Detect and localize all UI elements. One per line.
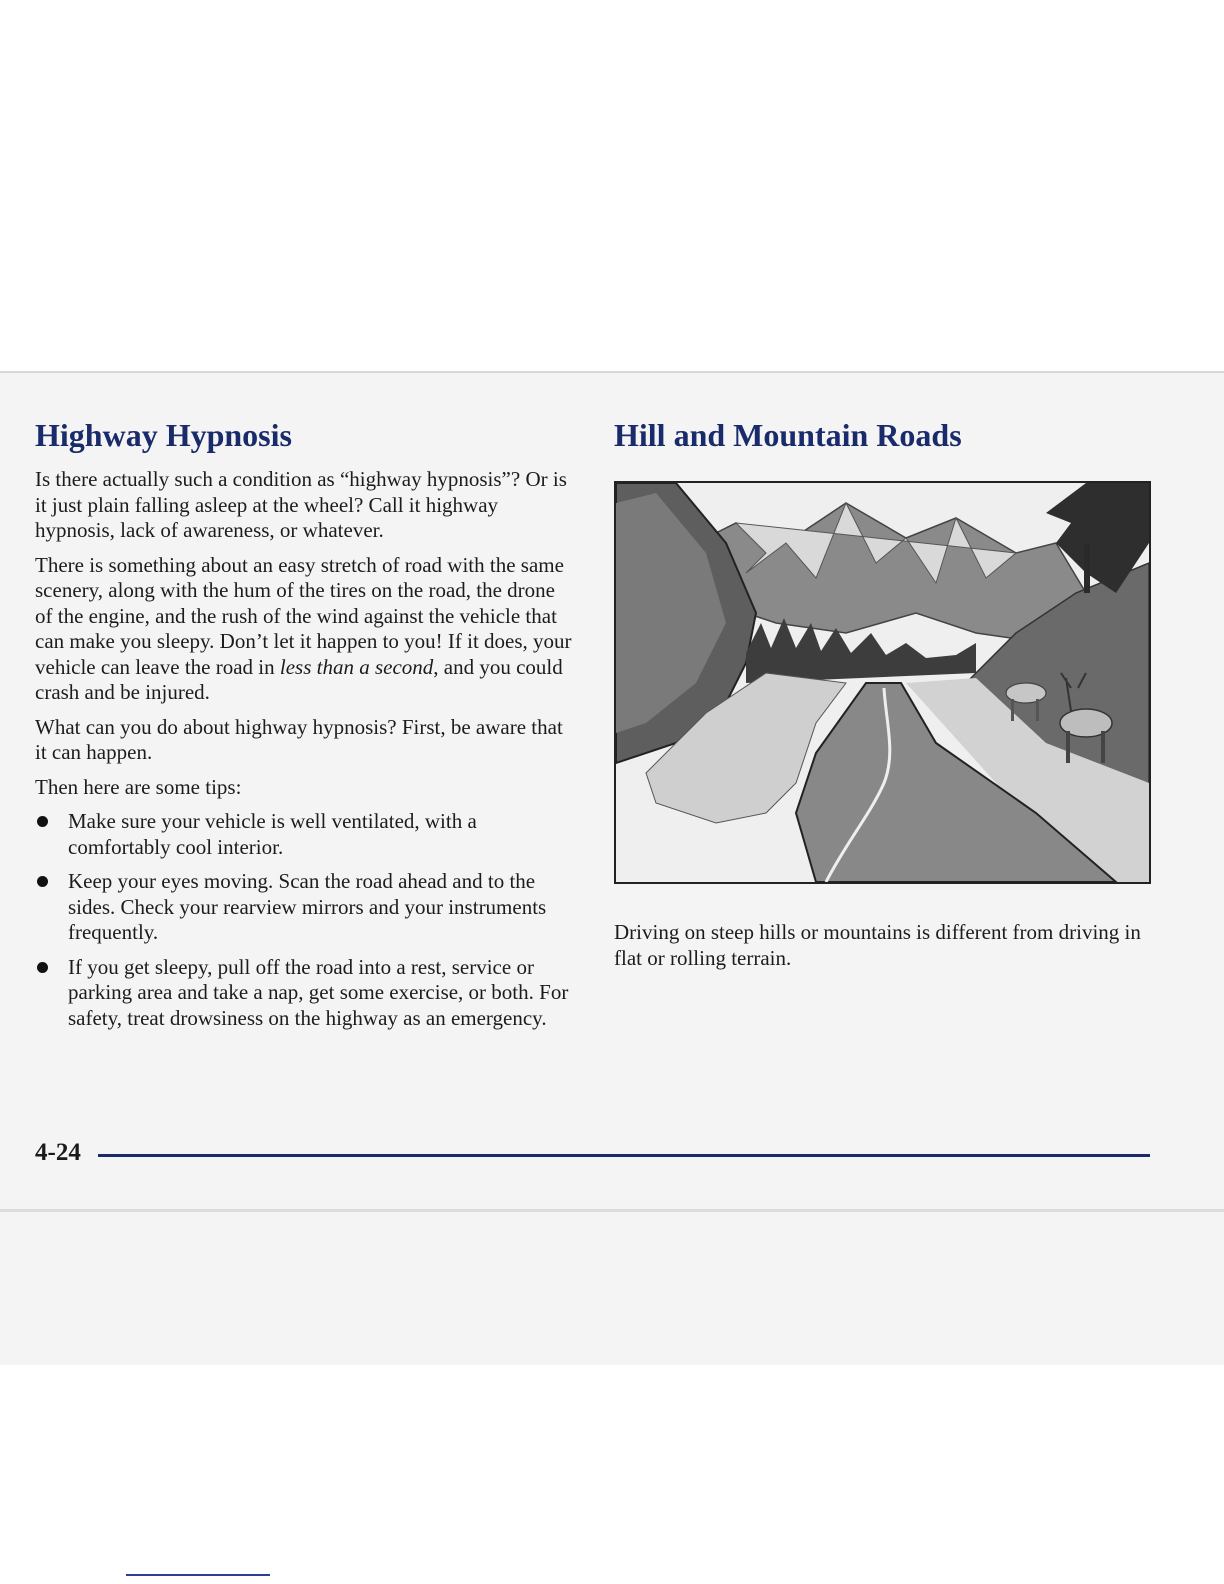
list-item bbox=[35, 869, 575, 946]
page-number: 4-24 bbox=[35, 1139, 81, 1166]
pine-trunk bbox=[1084, 543, 1090, 593]
caption-driving-hills: Driving on steep hills or mountains is different from driving in flat or rolling terrain. bbox=[614, 920, 1141, 970]
page-footer bbox=[35, 1139, 1150, 1171]
bottom-underline-mark bbox=[126, 1574, 270, 1576]
section-title-hill-mountain-roads: Hill and Mountain Roads bbox=[614, 417, 962, 453]
tips-list bbox=[35, 809, 575, 1031]
paragraph-intro: Is there actually such a condition as “highway hypnosis”? Or is it just plain falling asleep at the wheel? Call it highway hypnosis, lack of awareness, or whatever. bbox=[35, 467, 567, 543]
section-title-highway-hypnosis: Highway Hypnosis bbox=[35, 417, 292, 453]
tip-text: If you get sleepy, pull off the road into a rest, service or parking area and take a nap, get some exercise, or both. For safety, treat drowsiness on the highway as an emergency. bbox=[68, 954, 569, 1030]
bullet-icon bbox=[37, 962, 48, 973]
list-item bbox=[35, 809, 575, 860]
list-item bbox=[35, 955, 575, 1032]
mountain-road-drawing bbox=[616, 483, 1149, 882]
right-column bbox=[614, 418, 1154, 971]
left-column bbox=[35, 418, 575, 1040]
paragraph-drowsiness-end: , and you could crash and be injured. bbox=[35, 654, 563, 705]
tip-text: Keep your eyes moving. Scan the road ahead and to the sides. Check your rearview mirrors and your instruments frequently. bbox=[68, 869, 547, 945]
paragraph-drowsiness bbox=[35, 553, 575, 706]
tip-text: Make sure your vehicle is well ventilated, with a comfortably cool interior. bbox=[68, 809, 477, 859]
paragraph-tips-intro: Then here are some tips: bbox=[35, 774, 242, 799]
footer-rule bbox=[98, 1154, 1150, 1157]
emphasis-less-than-a-second: less than a second bbox=[279, 654, 434, 679]
paragraph-drowsiness-text: There is something about an easy stretch of road with the same scenery, along with the hum of the tires on the road, the drone of the engine, and the rush of the wind against the vehicle that can make you sleepy. Don’t let it happen to you! If it does, your vehicle can leave the road in bbox=[35, 552, 572, 679]
bullet-icon bbox=[37, 816, 48, 827]
bullet-icon bbox=[37, 876, 48, 887]
mountain-road-illustration bbox=[614, 481, 1151, 884]
paragraph-what-can-you-do: What can you do about highway hypnosis? First, be aware that it can happen. bbox=[35, 714, 563, 765]
scan-edge-line bbox=[0, 1209, 1224, 1212]
